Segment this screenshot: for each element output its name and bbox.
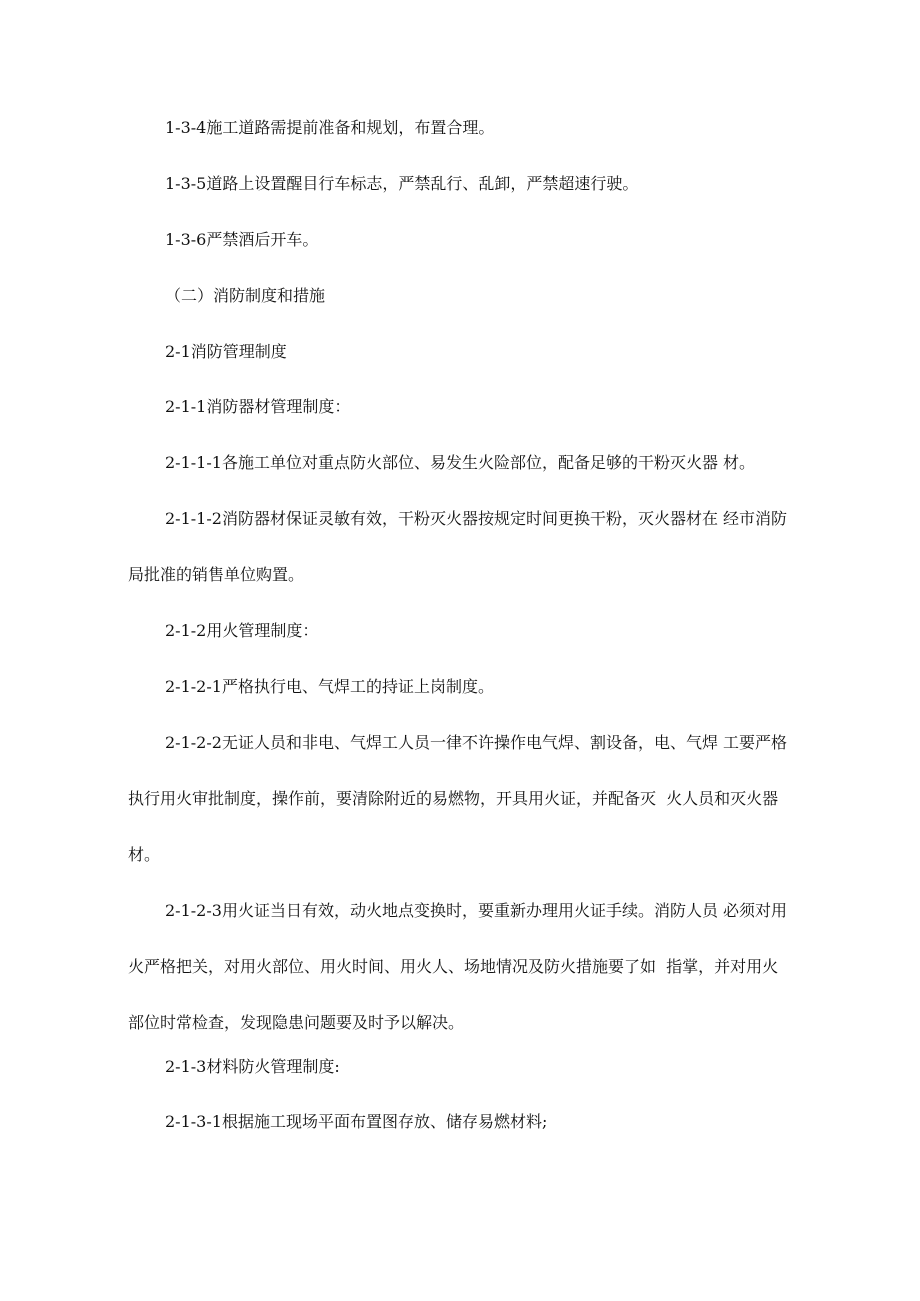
text-line: 局批准的销售单位购置。	[128, 565, 305, 584]
text-line: 2-1-2-1严格执行电、气焊工的持证上岗制度。	[165, 677, 494, 696]
text-line: 材。	[128, 845, 161, 864]
text-line: 2-1-2-3用火证当日有效，动火地点变换时，要重新办理用火证手续。消防人员 必须对用	[165, 901, 788, 920]
text-line: 1-3-6严禁酒后开车。	[165, 230, 319, 249]
text-line: 2-1-1-1各施工单位对重点防火部位、易发生火险部位，配备足够的干粉灭火器 材。	[165, 453, 756, 472]
text-line: 火严格把关，对用火部位、用火时间、用火人、场地情况及防火措施要了如 指掌，并对用火	[128, 957, 779, 976]
subsection-heading: 2-1-2用火管理制度：	[165, 621, 319, 640]
subsection-heading: 2-1消防管理制度	[165, 342, 287, 361]
text-line: 执行用火审批制度，操作前，要清除附近的易燃物，开具用火证，并配备灭 火人员和灭火器	[128, 789, 779, 808]
subsection-heading: 2-1-1消防器材管理制度：	[165, 397, 351, 416]
subsection-heading: 2-1-3材料防火管理制度:	[165, 1057, 340, 1076]
text-line: 2-1-1-2消防器材保证灵敏有效，干粉灭火器按规定时间更换干粉，灭火器材在 经市消防	[165, 509, 788, 528]
text-line: 1-3-4施工道路需提前准备和规划，布置合理。	[165, 118, 495, 137]
section-heading: （二）消防制度和措施	[165, 286, 326, 305]
text-line: 2-1-3-1根据施工现场平面布置图存放、储存易燃材料;	[165, 1112, 548, 1131]
text-line: 2-1-2-2无证人员和非电、气焊工人员一律不许操作电气焊、割设备，电、气焊 工要严格	[165, 733, 788, 752]
text-line: 1-3-5道路上设置醒目行车标志，严禁乱行、乱卸，严禁超速行驶。	[165, 174, 639, 193]
text-line: 部位时常检查，发现隐患问题要及时予以解决。	[128, 1013, 465, 1032]
